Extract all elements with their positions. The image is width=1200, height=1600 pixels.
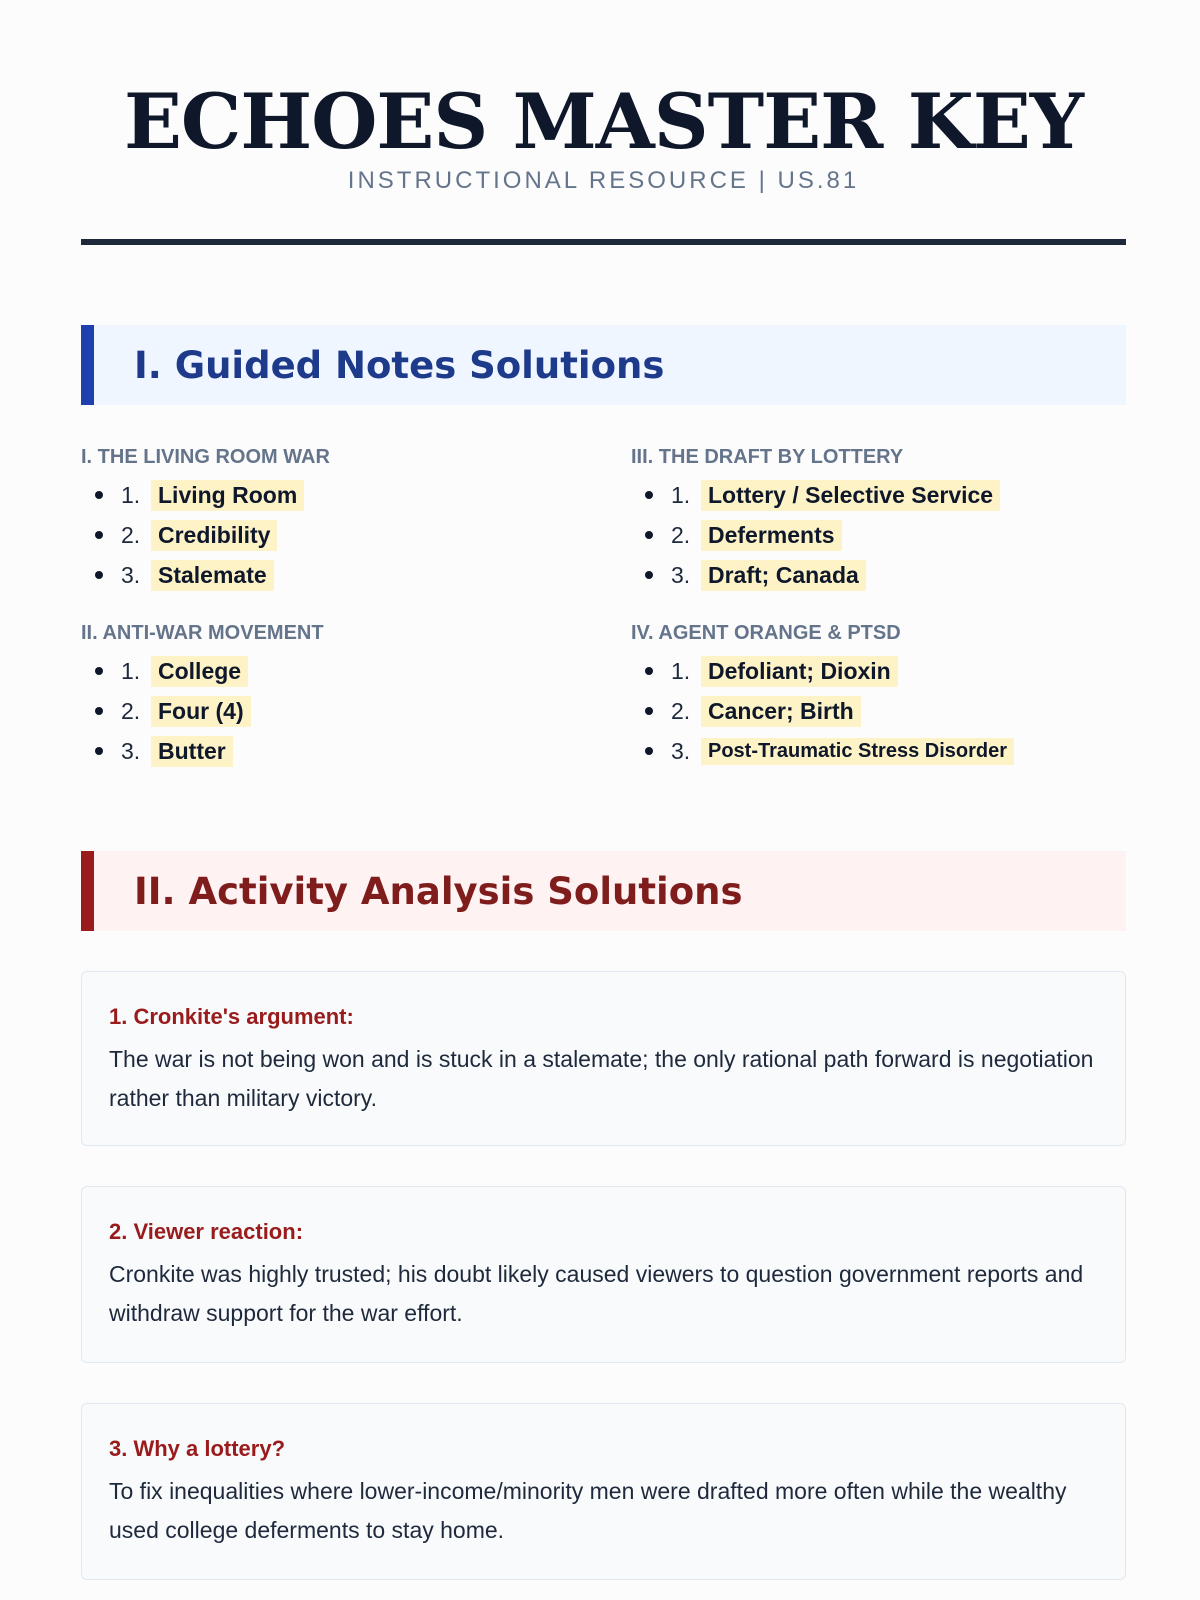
highlighted-answer: Lottery / Selective Service	[701, 480, 1000, 511]
item-number: 1.	[671, 481, 691, 508]
list-item	[81, 651, 631, 691]
bullet-icon	[645, 667, 653, 675]
notes-group-title: IV. AGENT ORANGE & PTSD	[631, 622, 901, 644]
list-item	[81, 515, 631, 555]
highlighted-answer: Credibility	[151, 520, 277, 551]
bullet-icon	[95, 667, 103, 675]
bullet-icon	[645, 491, 653, 499]
notes-list	[81, 475, 631, 595]
item-number: 3.	[121, 561, 141, 588]
card-title: 1. Cronkite's argument:	[109, 1004, 354, 1029]
notes-column-right	[631, 443, 1126, 771]
highlighted-answer: Stalemate	[151, 560, 274, 591]
item-number: 2.	[121, 521, 141, 548]
highlighted-answer: Draft; Canada	[701, 560, 866, 591]
answer-card-viewer-reaction	[81, 1186, 1126, 1363]
item-number: 3.	[671, 561, 691, 588]
list-item	[631, 475, 1126, 515]
list-item	[631, 731, 1126, 771]
item-number: 1.	[121, 657, 141, 684]
bullet-icon	[95, 747, 103, 755]
notes-group-title: III. THE DRAFT BY LOTTERY	[631, 446, 904, 468]
answer-card-why-lottery	[81, 1403, 1126, 1580]
notes-list	[631, 651, 1126, 771]
page-title: ECHOES MASTER KEY	[123, 77, 1083, 166]
list-item	[631, 651, 1126, 691]
header-divider	[81, 239, 1126, 245]
notes-list	[631, 475, 1126, 595]
guided-notes-grid	[81, 443, 1126, 771]
page-subtitle: INSTRUCTIONAL RESOURCE | US.81	[347, 167, 860, 194]
bullet-icon	[95, 571, 103, 579]
bullet-icon	[645, 707, 653, 715]
bullet-icon	[645, 747, 653, 755]
card-title: 3. Why a lottery?	[109, 1436, 286, 1461]
notes-group-title: II. ANTI-WAR MOVEMENT	[81, 622, 324, 644]
list-item	[81, 691, 631, 731]
card-text: To fix inequalities where lower-income/minority men were drafted more often while the wealthy used college deferments to stay home.	[109, 1478, 1067, 1543]
notes-group-title: I. THE LIVING ROOM WAR	[81, 446, 330, 468]
bullet-icon	[95, 491, 103, 499]
highlighted-answer: College	[151, 656, 248, 687]
section-heading-guided-notes: I. Guided Notes Solutions	[81, 325, 1126, 405]
list-item	[81, 731, 631, 771]
list-item	[81, 475, 631, 515]
highlighted-answer: Living Room	[151, 480, 304, 511]
highlighted-answer: Defoliant; Dioxin	[701, 656, 898, 687]
card-text: Cronkite was highly trusted; his doubt likely caused viewers to question government reports and withdraw support for the war effort.	[109, 1261, 1084, 1326]
card-title: 2. Viewer reaction:	[109, 1219, 304, 1244]
item-number: 3.	[671, 737, 691, 764]
item-number: 2.	[121, 697, 141, 724]
list-item	[631, 691, 1126, 731]
notes-group-draft-by-lottery	[631, 443, 1126, 595]
item-number: 3.	[121, 737, 141, 764]
bullet-icon	[645, 571, 653, 579]
item-number: 1.	[671, 657, 691, 684]
notes-group-anti-war-movement	[81, 619, 631, 771]
notes-group-agent-orange-ptsd	[631, 619, 1126, 771]
list-item	[81, 555, 631, 595]
notes-list	[81, 651, 631, 771]
item-number: 2.	[671, 521, 691, 548]
bullet-icon	[645, 531, 653, 539]
bullet-icon	[95, 707, 103, 715]
highlighted-answer: Post-Traumatic Stress Disorder	[701, 738, 1014, 765]
answer-card-cronkite-argument	[81, 971, 1126, 1146]
bullet-icon	[95, 531, 103, 539]
list-item	[631, 555, 1126, 595]
highlighted-answer: Cancer; Birth	[701, 696, 861, 727]
notes-group-living-room-war	[81, 443, 631, 595]
notes-column-left	[81, 443, 631, 771]
list-item	[631, 515, 1126, 555]
highlighted-answer: Deferments	[701, 520, 842, 551]
highlighted-answer: Four (4)	[151, 696, 251, 727]
document-page	[81, 0, 1126, 1580]
card-text: The war is not being won and is stuck in a stalemate; the only rational path forward is negotiation rather than military victory.	[109, 1046, 1094, 1111]
item-number: 1.	[121, 481, 141, 508]
item-number: 2.	[671, 697, 691, 724]
section-heading-activity-analysis: II. Activity Analysis Solutions	[81, 851, 1126, 931]
highlighted-answer: Butter	[151, 736, 233, 767]
